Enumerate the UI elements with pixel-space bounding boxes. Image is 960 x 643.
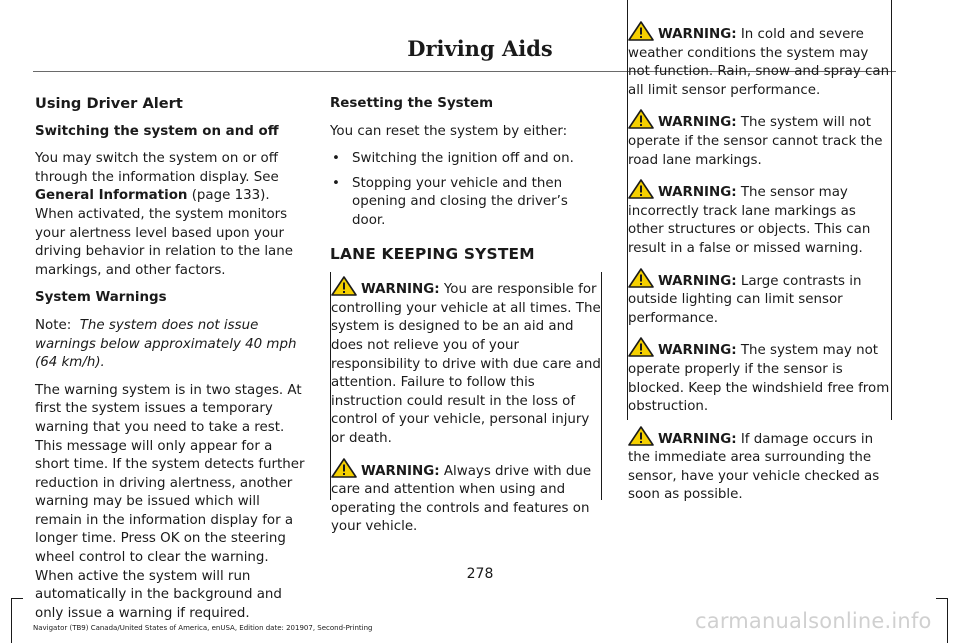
warning-box xyxy=(330,272,602,535)
warning-text: You are responsible for controlling your vehicle at all times. The system is designed to be an aid and does not relieve you of your responsibility to drive with due care and attention. Failure to follow this instruction could result in the loss of control of your vehicle, personal injury or death. xyxy=(331,282,601,446)
link-general-information[interactable]: General Information xyxy=(35,188,188,204)
warning-triangle-icon xyxy=(628,21,654,41)
warning-text: If damage occurs in the immediate area surrounding the sensor, have your vehicle checked as soon as possible. xyxy=(628,431,880,503)
warning-text: The system will not operate if the sensor cannot track the road lane markings. xyxy=(628,115,883,168)
warning-label: WARNING: xyxy=(658,273,737,289)
warning-text: The system may not operate properly if the sensor is blocked. Keep the windshield free from obstruction. xyxy=(628,343,890,415)
crop-mark xyxy=(947,598,948,643)
reset-list xyxy=(330,150,602,230)
crop-mark xyxy=(11,598,12,643)
warning-item xyxy=(628,179,891,258)
subheading-system-warnings: System Warnings xyxy=(35,290,167,306)
warning-label: WARNING: xyxy=(658,185,737,201)
warning-text: The sensor may incorrectly track lane markings as other structures or objects. This can result in a false or missed warning. xyxy=(628,185,871,256)
warning-item xyxy=(628,109,891,170)
subheading-switching: Switching the system on and off xyxy=(35,123,279,139)
warning-item xyxy=(331,458,601,537)
text: You may switch the system on or off through the information display. See xyxy=(35,151,279,185)
section-heading-lane-keeping: LANE KEEPING SYSTEM xyxy=(330,244,535,263)
paragraph-warning-stages: The warning system is in two stages. At first the system issues a temporary warning that you need to take a rest. This message will only appear for a short time. If the system detects further reduction in driving alertness, another warning may be issued which will remain in the information display for a longer time. Press OK on the steering wheel control to clear the warning. When active the system will run automatically in the background and only issue a warning if required. xyxy=(35,382,305,621)
page-header-title: Driving Aids xyxy=(407,36,553,61)
note xyxy=(35,317,307,373)
warning-text: Always drive with due care and attention when using and operating the controls and features on your vehicle. xyxy=(331,463,592,535)
warning-text: Large contrasts in outside lighting can limit sensor performance. xyxy=(628,273,862,326)
warning-label: WARNING: xyxy=(658,431,737,447)
edition-footer: Navigator (TB9) Canada/United States of America, enUSA, Edition date: 201907, Second-Printing xyxy=(33,624,373,632)
section-heading-using-driver-alert: Using Driver Alert xyxy=(35,95,183,112)
column-2 xyxy=(330,95,602,535)
column-1 xyxy=(35,95,307,632)
watermark: carmanualsonline.info xyxy=(695,609,932,633)
warning-triangle-icon xyxy=(628,109,654,129)
warning-triangle-icon xyxy=(628,337,654,357)
warning-item xyxy=(628,268,891,329)
text: (page 133). When activated, the system monitors your alertness level based upon your driving behavior in relation to the lane markings, and other factors. xyxy=(35,188,293,278)
subheading-resetting: Resetting the System xyxy=(330,96,494,111)
warning-item xyxy=(628,21,891,100)
column-3 xyxy=(627,27,892,515)
warning-label: WARNING: xyxy=(361,463,440,479)
paragraph-switching xyxy=(35,150,307,280)
warning-box xyxy=(627,0,892,503)
crop-mark xyxy=(11,598,23,599)
warning-triangle-icon xyxy=(628,179,654,199)
warning-triangle-icon xyxy=(628,268,654,288)
warning-triangle-icon xyxy=(628,426,654,446)
warning-triangle-icon xyxy=(331,458,357,478)
list-item: • Stopping your vehicle and then opening and closing the driver’s door. xyxy=(330,175,602,231)
page-number: 278 xyxy=(466,566,494,582)
warning-text: In cold and severe weather conditions the system may not function. Rain, snow and spray can all limit sensor performance. xyxy=(628,27,890,98)
warning-item xyxy=(628,426,891,505)
note-text: The system does not issue warnings below approximately 40 mph (64 km/h). xyxy=(35,317,297,371)
list-item: • Switching the ignition off and on. xyxy=(330,150,602,169)
paragraph-reset-intro: You can reset the system by either: xyxy=(330,123,568,139)
warning-label: WARNING: xyxy=(361,282,440,298)
warning-label: WARNING: xyxy=(658,115,737,131)
crop-mark xyxy=(936,598,948,599)
warning-label: WARNING: xyxy=(658,343,737,359)
warning-label: WARNING: xyxy=(658,27,737,42)
warning-triangle-icon xyxy=(331,276,357,296)
warning-item xyxy=(628,337,891,416)
note-label: Note: xyxy=(35,317,72,333)
warning-item xyxy=(331,276,601,448)
